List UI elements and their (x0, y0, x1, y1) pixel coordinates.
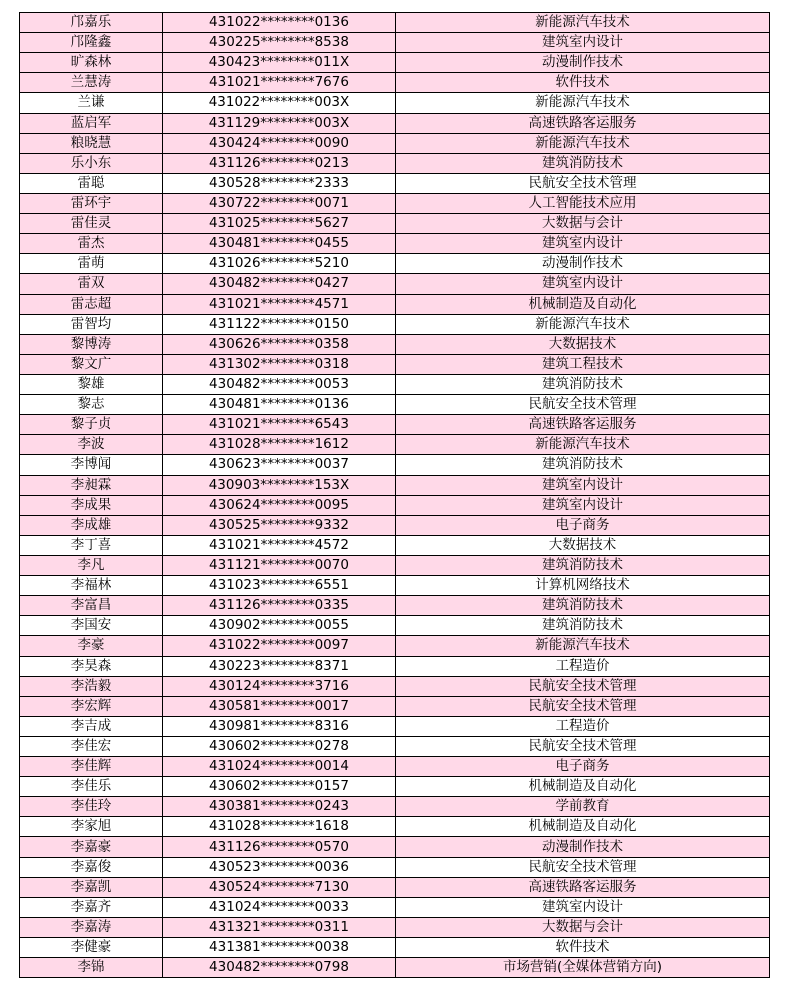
student-name-cell: 李家旭 (20, 817, 163, 837)
student-name-cell: 李福林 (20, 576, 163, 596)
table-row (20, 535, 770, 555)
major-cell: 新能源汽车技术 (396, 13, 770, 33)
id-number-cell: 431024********0033 (163, 897, 396, 917)
table-row (20, 354, 770, 374)
student-name-cell: 黎雄 (20, 374, 163, 394)
student-name-cell: 李成果 (20, 495, 163, 515)
table-row (20, 938, 770, 958)
major-cell: 软件技术 (396, 73, 770, 93)
table-row (20, 777, 770, 797)
id-number-cell: 430223********8371 (163, 656, 396, 676)
major-cell: 工程造价 (396, 716, 770, 736)
id-number-cell: 431129********003X (163, 113, 396, 133)
major-cell: 高速铁路客运服务 (396, 877, 770, 897)
major-cell: 软件技术 (396, 938, 770, 958)
major-cell: 新能源汽车技术 (396, 435, 770, 455)
major-cell: 电子商务 (396, 515, 770, 535)
major-cell: 建筑室内设计 (396, 475, 770, 495)
major-cell: 新能源汽车技术 (396, 314, 770, 334)
id-number-cell: 430581********0017 (163, 696, 396, 716)
student-name-cell: 黎子贞 (20, 415, 163, 435)
major-cell: 新能源汽车技术 (396, 93, 770, 113)
major-cell: 机械制造及自动化 (396, 777, 770, 797)
table-row (20, 636, 770, 656)
major-cell: 民航安全技术管理 (396, 736, 770, 756)
major-cell: 建筑室内设计 (396, 33, 770, 53)
id-number-cell: 431321********0311 (163, 917, 396, 937)
id-number-cell: 430722********0071 (163, 193, 396, 213)
major-cell: 电子商务 (396, 757, 770, 777)
id-number-cell: 430482********0427 (163, 274, 396, 294)
table-row (20, 797, 770, 817)
major-cell: 民航安全技术管理 (396, 173, 770, 193)
student-name-cell: 李嘉齐 (20, 897, 163, 917)
id-number-cell: 430602********0157 (163, 777, 396, 797)
table-row (20, 13, 770, 33)
student-name-cell: 李富昌 (20, 596, 163, 616)
student-name-cell: 李昶霖 (20, 475, 163, 495)
table-row (20, 877, 770, 897)
student-name-cell: 黎志 (20, 395, 163, 415)
major-cell: 动漫制作技术 (396, 254, 770, 274)
id-number-cell: 431022********003X (163, 93, 396, 113)
id-number-cell: 430623********0037 (163, 455, 396, 475)
table-row (20, 314, 770, 334)
major-cell: 新能源汽车技术 (396, 636, 770, 656)
id-number-cell: 431024********0014 (163, 757, 396, 777)
id-number-cell: 431022********0097 (163, 636, 396, 656)
id-number-cell: 430482********0053 (163, 374, 396, 394)
student-name-cell: 李成雄 (20, 515, 163, 535)
id-number-cell: 431126********0335 (163, 596, 396, 616)
table-row (20, 435, 770, 455)
student-name-cell: 李吉成 (20, 716, 163, 736)
student-name-cell: 雷佳灵 (20, 214, 163, 234)
student-name-cell: 李丁喜 (20, 535, 163, 555)
major-cell: 民航安全技术管理 (396, 857, 770, 877)
table-row (20, 455, 770, 475)
table-row (20, 897, 770, 917)
table-row (20, 616, 770, 636)
major-cell: 建筑消防技术 (396, 455, 770, 475)
id-number-cell: 430981********8316 (163, 716, 396, 736)
id-number-cell: 431025********5627 (163, 214, 396, 234)
major-cell: 大数据技术 (396, 334, 770, 354)
table-row (20, 696, 770, 716)
major-cell: 高速铁路客运服务 (396, 113, 770, 133)
table-row (20, 234, 770, 254)
id-number-cell: 431021********7676 (163, 73, 396, 93)
id-number-cell: 430624********0095 (163, 495, 396, 515)
table-row (20, 33, 770, 53)
student-name-cell: 蓝启军 (20, 113, 163, 133)
id-number-cell: 431021********4571 (163, 294, 396, 314)
id-number-cell: 431121********0070 (163, 555, 396, 575)
major-cell: 民航安全技术管理 (396, 395, 770, 415)
major-cell: 计算机网络技术 (396, 576, 770, 596)
student-name-cell: 旷森林 (20, 53, 163, 73)
student-name-cell: 邝嘉乐 (20, 13, 163, 33)
major-cell: 建筑室内设计 (396, 234, 770, 254)
student-name-cell: 李佳玲 (20, 797, 163, 817)
student-name-cell: 雷双 (20, 274, 163, 294)
student-name-cell: 李嘉俊 (20, 857, 163, 877)
id-number-cell: 430528********2333 (163, 173, 396, 193)
student-name-cell: 兰谦 (20, 93, 163, 113)
id-number-cell: 430525********9332 (163, 515, 396, 535)
student-name-cell: 李佳宏 (20, 736, 163, 756)
id-number-cell: 430482********0798 (163, 958, 396, 978)
major-cell: 机械制造及自动化 (396, 294, 770, 314)
table-row (20, 495, 770, 515)
id-number-cell: 431122********0150 (163, 314, 396, 334)
student-name-cell: 李嘉涛 (20, 917, 163, 937)
major-cell: 建筑室内设计 (396, 495, 770, 515)
student-name-cell: 黎文广 (20, 354, 163, 374)
student-name-cell: 邝隆鑫 (20, 33, 163, 53)
major-cell: 建筑室内设计 (396, 897, 770, 917)
table-row (20, 73, 770, 93)
major-cell: 市场营销(全媒体营销方向) (396, 958, 770, 978)
table-row (20, 113, 770, 133)
student-name-cell: 李锦 (20, 958, 163, 978)
major-cell: 高速铁路客运服务 (396, 415, 770, 435)
table-row (20, 515, 770, 535)
major-cell: 工程造价 (396, 656, 770, 676)
student-roster-table (19, 12, 770, 978)
student-name-cell: 李博闻 (20, 455, 163, 475)
id-number-cell: 430481********0455 (163, 234, 396, 254)
student-name-cell: 李波 (20, 435, 163, 455)
id-number-cell: 431021********6543 (163, 415, 396, 435)
table-row (20, 93, 770, 113)
table-row (20, 958, 770, 978)
student-name-cell: 雷智均 (20, 314, 163, 334)
table-row (20, 576, 770, 596)
major-cell: 大数据与会计 (396, 917, 770, 937)
student-name-cell: 兰慧涛 (20, 73, 163, 93)
id-number-cell: 431381********0038 (163, 938, 396, 958)
table-row (20, 757, 770, 777)
major-cell: 建筑消防技术 (396, 616, 770, 636)
student-name-cell: 李昊森 (20, 656, 163, 676)
table-row (20, 334, 770, 354)
major-cell: 民航安全技术管理 (396, 676, 770, 696)
student-name-cell: 雷环宇 (20, 193, 163, 213)
table-row (20, 736, 770, 756)
student-name-cell: 李嘉凯 (20, 877, 163, 897)
table-row (20, 173, 770, 193)
student-name-cell: 李健豪 (20, 938, 163, 958)
major-cell: 新能源汽车技术 (396, 133, 770, 153)
major-cell: 大数据技术 (396, 535, 770, 555)
major-cell: 建筑消防技术 (396, 374, 770, 394)
major-cell: 建筑消防技术 (396, 596, 770, 616)
major-cell: 动漫制作技术 (396, 53, 770, 73)
table-row (20, 596, 770, 616)
student-name-cell: 李浩毅 (20, 676, 163, 696)
table-row (20, 374, 770, 394)
table-row (20, 153, 770, 173)
table-row (20, 475, 770, 495)
table-row (20, 676, 770, 696)
student-name-cell: 雷杰 (20, 234, 163, 254)
table-row (20, 133, 770, 153)
student-name-cell: 李嘉豪 (20, 837, 163, 857)
student-name-cell: 粮晓慧 (20, 133, 163, 153)
student-name-cell: 乐小东 (20, 153, 163, 173)
table-row (20, 917, 770, 937)
major-cell: 建筑工程技术 (396, 354, 770, 374)
major-cell: 动漫制作技术 (396, 837, 770, 857)
id-number-cell: 430381********0243 (163, 797, 396, 817)
id-number-cell: 431022********0136 (163, 13, 396, 33)
id-number-cell: 430626********0358 (163, 334, 396, 354)
id-number-cell: 430602********0278 (163, 736, 396, 756)
major-cell: 大数据与会计 (396, 214, 770, 234)
table-row (20, 193, 770, 213)
table-row (20, 395, 770, 415)
id-number-cell: 430903********153X (163, 475, 396, 495)
student-name-cell: 李佳乐 (20, 777, 163, 797)
id-number-cell: 431026********5210 (163, 254, 396, 274)
id-number-cell: 431023********6551 (163, 576, 396, 596)
table-row (20, 53, 770, 73)
major-cell: 机械制造及自动化 (396, 817, 770, 837)
table-row (20, 274, 770, 294)
id-number-cell: 430423********011X (163, 53, 396, 73)
id-number-cell: 431028********1612 (163, 435, 396, 455)
id-number-cell: 431126********0213 (163, 153, 396, 173)
major-cell: 建筑消防技术 (396, 153, 770, 173)
table-row (20, 857, 770, 877)
student-name-cell: 李国安 (20, 616, 163, 636)
student-name-cell: 雷聪 (20, 173, 163, 193)
id-number-cell: 431021********4572 (163, 535, 396, 555)
student-name-cell: 黎博涛 (20, 334, 163, 354)
id-number-cell: 431126********0570 (163, 837, 396, 857)
id-number-cell: 430902********0055 (163, 616, 396, 636)
student-name-cell: 李宏辉 (20, 696, 163, 716)
student-name-cell: 雷萌 (20, 254, 163, 274)
table-row (20, 294, 770, 314)
roster-body (20, 13, 770, 978)
major-cell: 学前教育 (396, 797, 770, 817)
student-name-cell: 李佳辉 (20, 757, 163, 777)
student-name-cell: 李豪 (20, 636, 163, 656)
major-cell: 民航安全技术管理 (396, 696, 770, 716)
major-cell: 建筑消防技术 (396, 555, 770, 575)
table-row (20, 656, 770, 676)
id-number-cell: 430424********0090 (163, 133, 396, 153)
id-number-cell: 430225********8538 (163, 33, 396, 53)
table-row (20, 254, 770, 274)
student-name-cell: 李凡 (20, 555, 163, 575)
table-row (20, 716, 770, 736)
table-row (20, 415, 770, 435)
table-row (20, 837, 770, 857)
id-number-cell: 431028********1618 (163, 817, 396, 837)
major-cell: 建筑室内设计 (396, 274, 770, 294)
major-cell: 人工智能技术应用 (396, 193, 770, 213)
table-row (20, 817, 770, 837)
table-row (20, 555, 770, 575)
table-row (20, 214, 770, 234)
id-number-cell: 430124********3716 (163, 676, 396, 696)
id-number-cell: 431302********0318 (163, 354, 396, 374)
id-number-cell: 430481********0136 (163, 395, 396, 415)
student-name-cell: 雷志超 (20, 294, 163, 314)
id-number-cell: 430523********0036 (163, 857, 396, 877)
id-number-cell: 430524********7130 (163, 877, 396, 897)
